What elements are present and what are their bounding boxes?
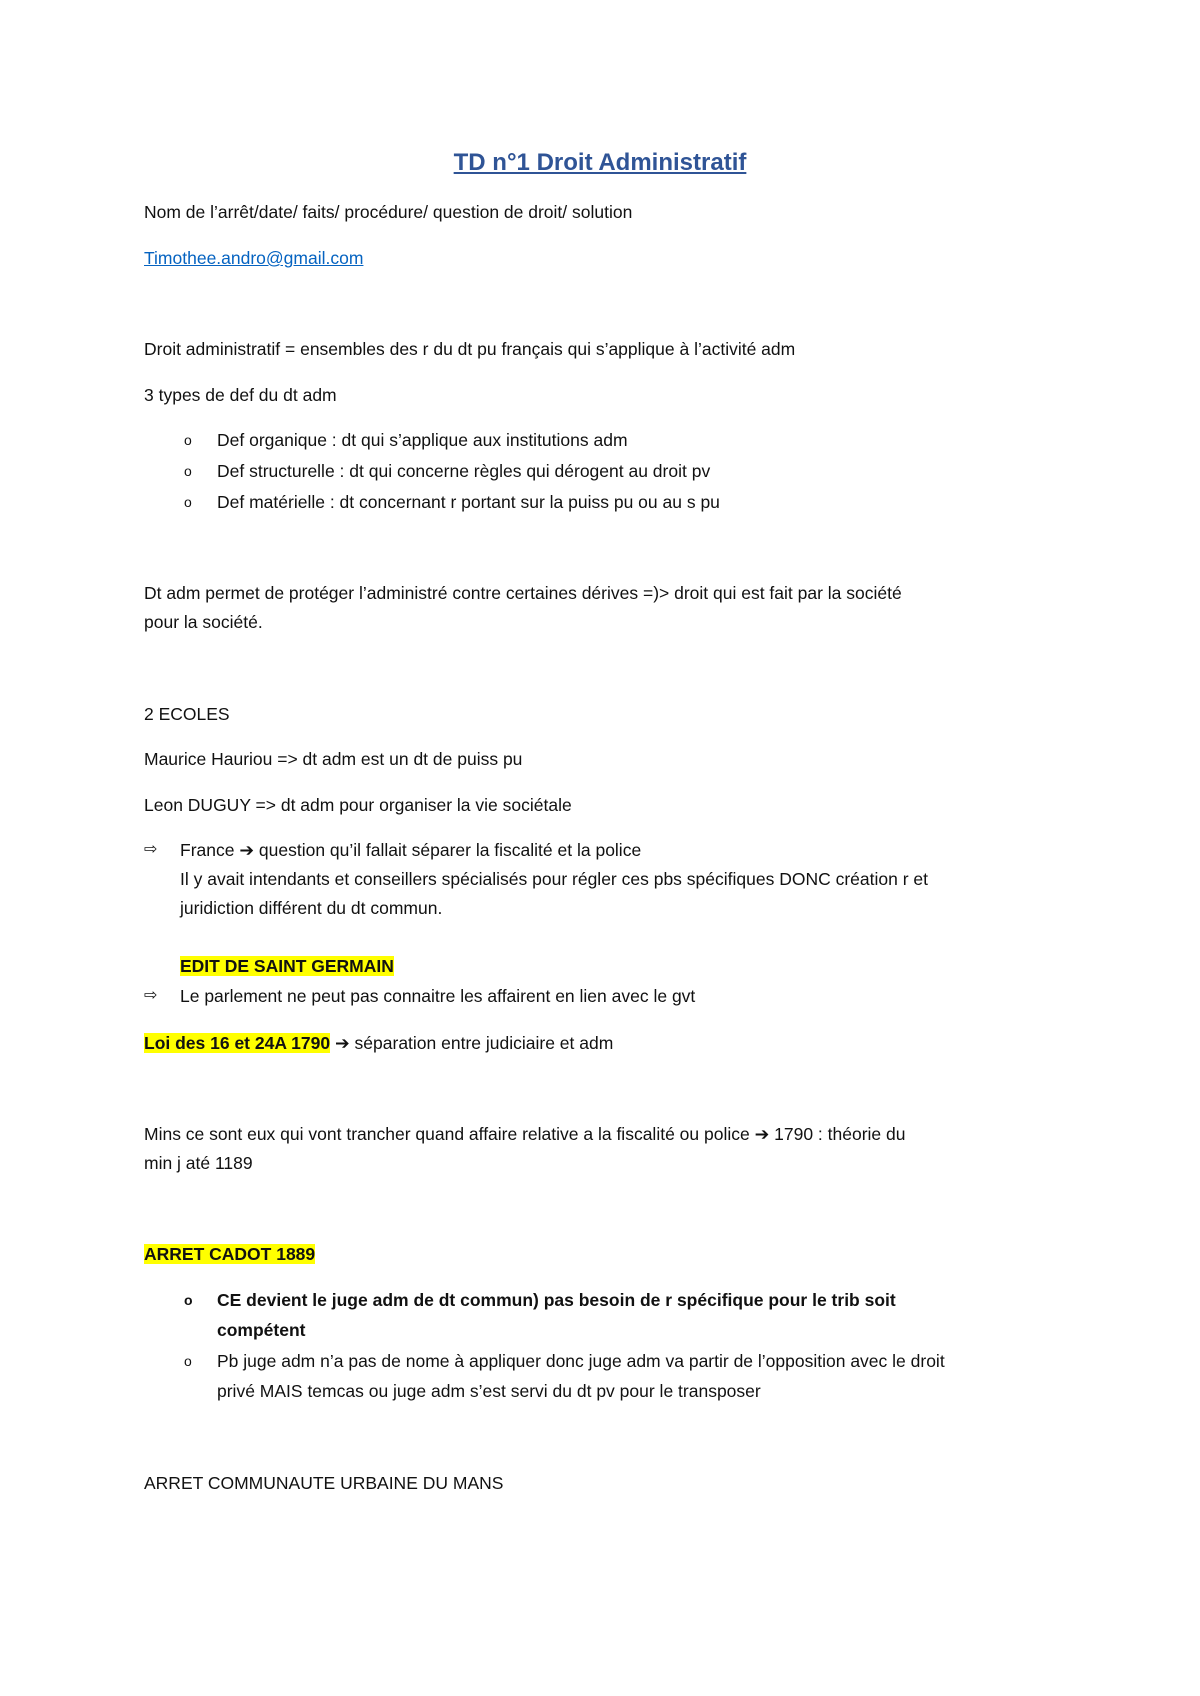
- circle-bullet-icon: o: [184, 463, 192, 479]
- bold-right-arrow-icon: ➔: [754, 1124, 770, 1144]
- subtitle-text: Nom de l’arrêt/date/ faits/ procédure/ question de droit/ solution: [144, 202, 633, 222]
- loi-line: [144, 1032, 613, 1054]
- cadot-heading-text: ARRET CADOT 1889: [144, 1244, 316, 1264]
- intendants-line-2: juridiction différent du dt commun.: [180, 898, 443, 918]
- email-link[interactable]: [144, 247, 363, 269]
- email-link-text[interactable]: Timothee.andro@gmail.com: [144, 248, 364, 268]
- hauriou-text: Maurice Hauriou => dt adm est un dt de puiss pu: [144, 749, 523, 769]
- circle-bullet-icon: o: [184, 1292, 193, 1308]
- hollow-arrow-bullet-icon: ⇨: [144, 841, 158, 858]
- protect-line-2: pour la société.: [144, 612, 263, 632]
- circle-bullet-icon: o: [184, 1353, 192, 1369]
- france-rest: question qu’il fallait séparer la fiscalité et la police: [258, 840, 642, 860]
- france-line: [180, 839, 641, 861]
- cadot-point-2-line-1: Pb juge adm n’a pas de nome à appliquer donc juge adm va partir de l’opposition avec le droit: [217, 1351, 945, 1371]
- mans-heading: ARRET COMMUNAUTE URBAINE DU MANS: [144, 1473, 504, 1493]
- cadot-point-1-line-1: CE devient le juge adm de dt commun) pas besoin de r spécifique pour le trib soit: [217, 1290, 896, 1310]
- type-item: Def structurelle : dt qui concerne règles qui dérogent au droit pv: [217, 461, 711, 481]
- cadot-point-2-line-2: privé MAIS temcas ou juge adm s’est servi du dt pv pour le transposer: [217, 1381, 761, 1401]
- bold-right-arrow-icon: ➔: [335, 1033, 350, 1053]
- cadot-heading: [144, 1243, 315, 1265]
- edit-heading-text: EDIT DE SAINT GERMAIN: [180, 956, 394, 976]
- loi-label: Loi des 16 et 24A 1790: [144, 1033, 331, 1053]
- bold-right-arrow-icon: ➔: [239, 840, 255, 860]
- mins-line-2: min j até 1189: [144, 1153, 253, 1173]
- circle-bullet-icon: o: [184, 432, 192, 448]
- intendants-line-1: Il y avait intendants et conseillers spécialisés pour régler ces pbs spécifiques DONC création r et: [180, 869, 928, 889]
- france-word: France: [180, 840, 235, 860]
- parlement-text: Le parlement ne peut pas connaitre les affairent en lien avec le gvt: [180, 986, 696, 1006]
- document-title: TD n°1 Droit Administratif: [453, 149, 747, 176]
- edit-heading: [180, 955, 394, 977]
- types-heading: 3 types de def du dt adm: [144, 385, 337, 405]
- cadot-point-1-line-2: compétent: [217, 1320, 306, 1340]
- ecoles-heading: 2 ECOLES: [144, 704, 230, 724]
- loi-rest: séparation entre judiciaire et adm: [354, 1033, 614, 1053]
- protect-line-1: Dt adm permet de protéger l’administré contre certaines dérives =)> droit qui est fait par la société: [144, 583, 902, 603]
- type-item: Def organique : dt qui s’applique aux institutions adm: [217, 430, 628, 450]
- hollow-arrow-bullet-icon: ⇨: [144, 987, 158, 1004]
- mins-text-b: 1790 : théorie du: [774, 1124, 906, 1144]
- mins-text-a: Mins ce sont eux qui vont trancher quand affaire relative a la fiscalité ou police: [144, 1124, 750, 1144]
- mins-line-1: [144, 1123, 906, 1145]
- duguy-text: Leon DUGUY => dt adm pour organiser la vie sociétale: [144, 795, 572, 815]
- type-item: Def matérielle : dt concernant r portant sur la puiss pu ou au s pu: [217, 492, 720, 512]
- definition-text: Droit administratif = ensembles des r du dt pu français qui s’applique à l’activité adm: [144, 339, 796, 359]
- circle-bullet-icon: o: [184, 494, 192, 510]
